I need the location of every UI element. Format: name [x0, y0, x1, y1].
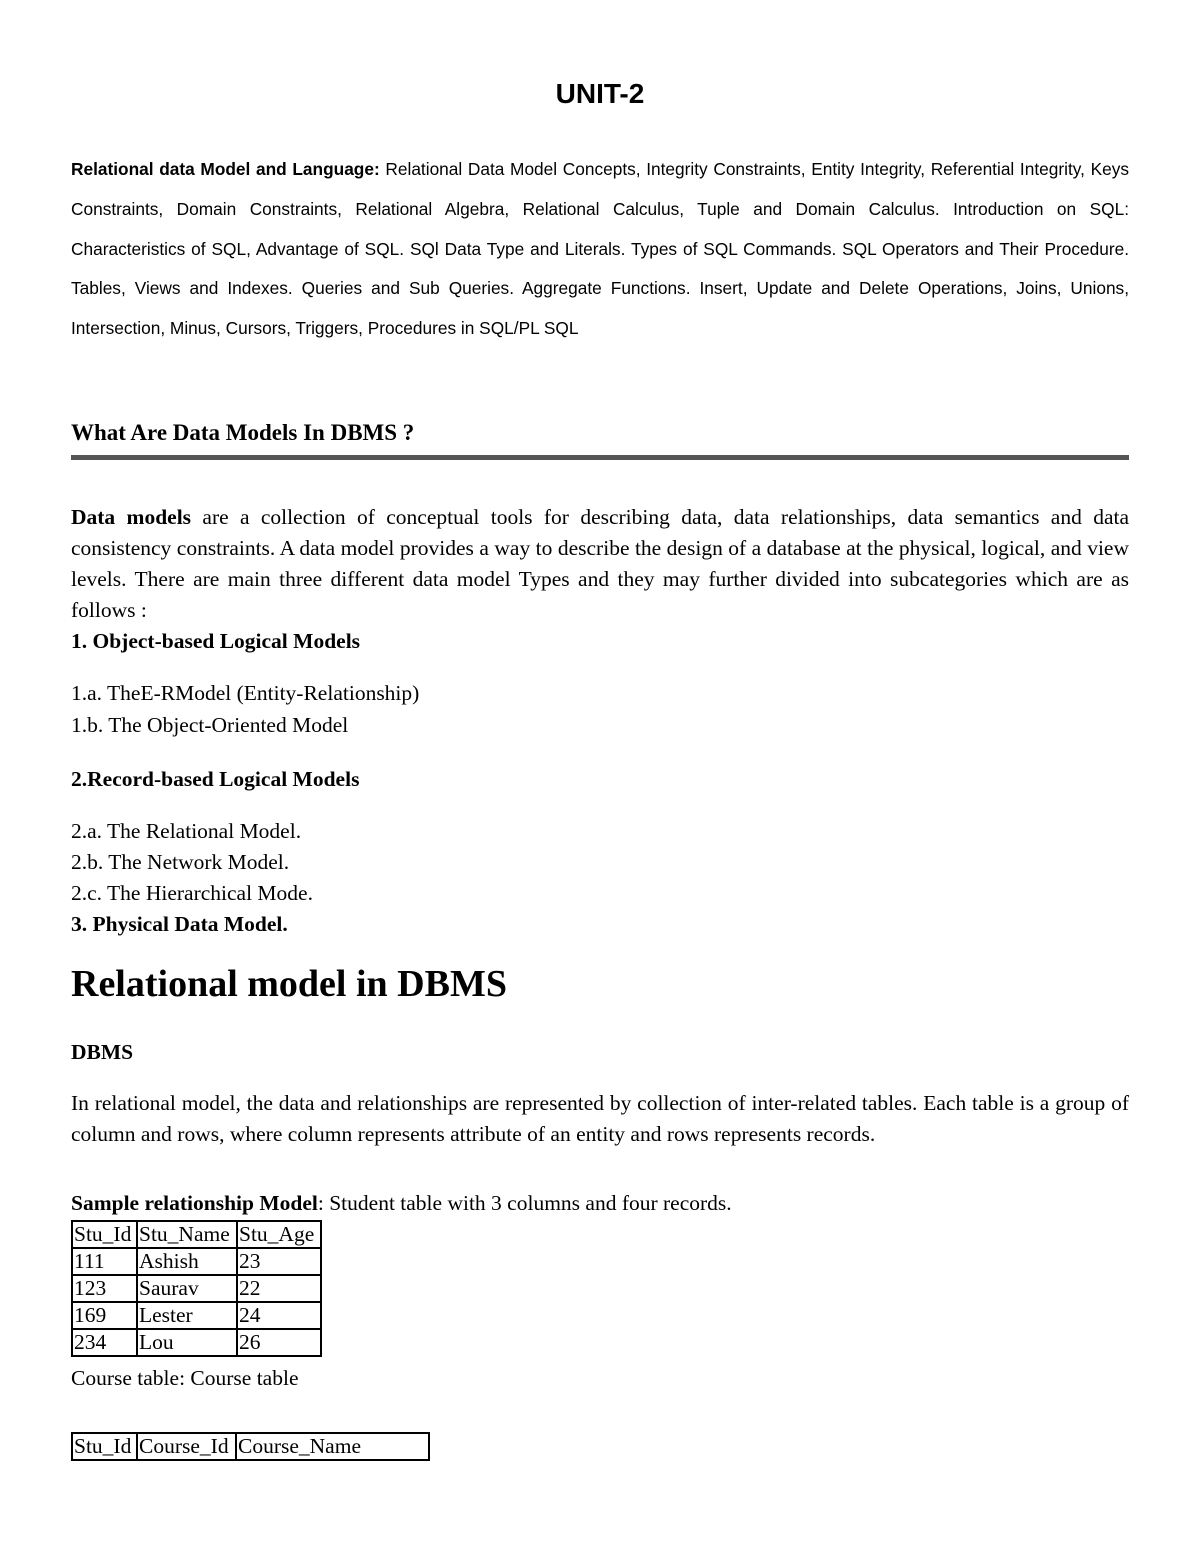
- relational-heading: Relational model in DBMS: [71, 963, 507, 1005]
- table-cell: 111: [72, 1248, 137, 1275]
- student-table: [71, 1220, 322, 1357]
- sample-caption: [71, 1188, 732, 1219]
- unit-title: UNIT-2: [555, 78, 645, 109]
- dbms-label: DBMS: [71, 1040, 134, 1064]
- table-cell: 23: [237, 1248, 321, 1275]
- heading-divider: [71, 455, 1129, 460]
- table-header-cell: Stu_Id: [72, 1221, 137, 1248]
- model-group-2-item: 2.c. The Hierarchical Mode.: [71, 881, 313, 905]
- table-cell: Saurav: [137, 1275, 237, 1302]
- relational-paragraph: In relational model, the data and relationships are represented by collection of inter-related tables. Each table is a group of column and rows, where column represents attribute of an entity and rows represents records.: [71, 1091, 1129, 1146]
- table-header-cell: Course_Id: [137, 1433, 236, 1460]
- model-group-2-title: 2.Record-based Logical Models: [71, 767, 360, 791]
- course-table: [71, 1432, 430, 1461]
- section-heading: What Are Data Models In DBMS ?: [71, 420, 415, 445]
- intro-paragraph: [71, 502, 1129, 626]
- intro-text: are a collection of conceptual tools for describing data, data relationships, data semantics and data consistency constraints. A data model provides a way to describe the design of a database at the physical, logical, and view levels. There are main three different data model Types and they may further divided into subcategories which are as follows :: [71, 505, 1130, 622]
- table-cell: 22: [237, 1275, 321, 1302]
- model-group-1-item: 1.a. TheE-RModel (Entity-Relationship): [71, 681, 420, 705]
- table-cell: 26: [237, 1329, 321, 1356]
- table-row: [72, 1329, 321, 1356]
- table-header-cell: Stu_Name: [137, 1221, 237, 1248]
- table-row: [72, 1302, 321, 1329]
- syllabus-paragraph: [71, 150, 1129, 349]
- table-cell: Lester: [137, 1302, 237, 1329]
- table-header-row: [72, 1433, 429, 1460]
- syllabus-text: Relational Data Model Concepts, Integrity Constraints, Entity Integrity, Referential Integrity, Keys Constraints, Domain Constraints, Relational Algebra, Relational Calculus, Tuple and Domain Calculus. Introduction on SQL: Characteristics of SQL, Advantage of SQL. SQl Data Type and Literals. Types of SQL Commands. SQL Operators and Their Procedure. Tables, Views and Indexes. Queries and Sub Queries. Aggregate Functions. Insert, Update and Delete Operations, Joins, Unions, Intersection, Minus, Cursors, Triggers, Procedures in SQL/PL SQL: [71, 159, 1129, 339]
- table-cell: 24: [237, 1302, 321, 1329]
- syllabus-heading: Relational data Model and Language:: [71, 159, 380, 179]
- table-cell: 169: [72, 1302, 137, 1329]
- table-cell: Ashish: [137, 1248, 237, 1275]
- course-caption: Course table: Course table: [71, 1366, 299, 1390]
- table-row: [72, 1248, 321, 1275]
- sample-text: : Student table with 3 columns and four records.: [317, 1191, 732, 1215]
- table-header-row: [72, 1221, 321, 1248]
- intro-bold-term: Data models: [71, 505, 192, 529]
- table-cell: 123: [72, 1275, 137, 1302]
- model-group-2-item: 2.a. The Relational Model.: [71, 819, 302, 843]
- table-header-cell: Stu_Age: [237, 1221, 321, 1248]
- table-header-cell: Course_Name: [236, 1433, 429, 1460]
- table-cell: 234: [72, 1329, 137, 1356]
- sample-bold-label: Sample relationship Model: [71, 1191, 318, 1215]
- model-group-2-item: 2.b. The Network Model.: [71, 850, 290, 874]
- model-group-1-item: 1.b. The Object-Oriented Model: [71, 713, 349, 737]
- table-cell: Lou: [137, 1329, 237, 1356]
- table-row: [72, 1275, 321, 1302]
- model-group-3-title: 3. Physical Data Model.: [71, 912, 288, 936]
- model-group-1-title: 1. Object-based Logical Models: [71, 629, 361, 653]
- table-header-cell: Stu_Id: [72, 1433, 137, 1460]
